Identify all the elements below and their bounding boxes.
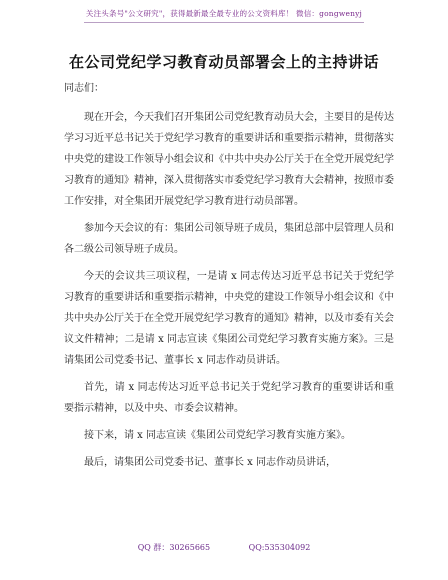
paragraph-second-item: 接下来，请 x 同志宣读《集团公司党纪学习教育实施方案》。 (84, 430, 351, 441)
paragraph-attendees: 参加今天会议的有：集团公司领导班子成员，集团总部中层管理人员和各二级公司领导班子成员。 (64, 223, 394, 255)
footer-qq-group: QQ 群：30265665 (137, 543, 211, 552)
paragraph-final-item: 最后，请集团公司党委书记、董事长 x 同志作动员讲话， (84, 457, 336, 468)
footer-qq: QQ:535304092 (248, 543, 311, 552)
footer-contact (0, 542, 448, 553)
paragraph-agenda: 今天的会议共三项议程，一是请 x 同志传达习近平总书记关于党纪学习教育的重要讲话和重要指示精神，中央党的建设工作领导小组会议和《中共中央办公厅关于在全党开展党纪学习教育的通知》精神，以及市委有关会议文件精神；二是请 x 同志宣读《集团公司党纪学习教育实施方案》。三是请集团公司党委书记、董事长 x 同志作动员讲话。 (64, 271, 394, 366)
paragraph-first-item: 首先，请 x 同志传达习近平总书记关于党纪学习教育的重要讲话和重要指示精神，以及中央、市委会议精神。 (64, 382, 394, 414)
document-body (64, 78, 394, 473)
header-banner: 关注头条号"公文研究"，获得最新最全最专业的公文资料库！ 微信：gongwenyj (85, 9, 363, 18)
paragraph-opening: 现在开会，今天我们召开集团公司党纪教育动员大会，主要目的是传达学习习近平总书记关于党纪学习教育的重要讲话和重要指示精神，贯彻落实中央党的建设工作领导小组会议和《中共中央办公厅关于在全党开展党纪学习教育的通知》精神，深入贯彻落实市委党纪学习教育大会精神，按照市委工作安排，对全集团开展党纪学习教育进行动员部署。 (64, 112, 394, 207)
document-title: 在公司党纪学习教育动员部署会上的主持讲话 (68, 53, 379, 71)
header-divider (84, 22, 364, 23)
salutation: 同志们： (64, 83, 104, 94)
